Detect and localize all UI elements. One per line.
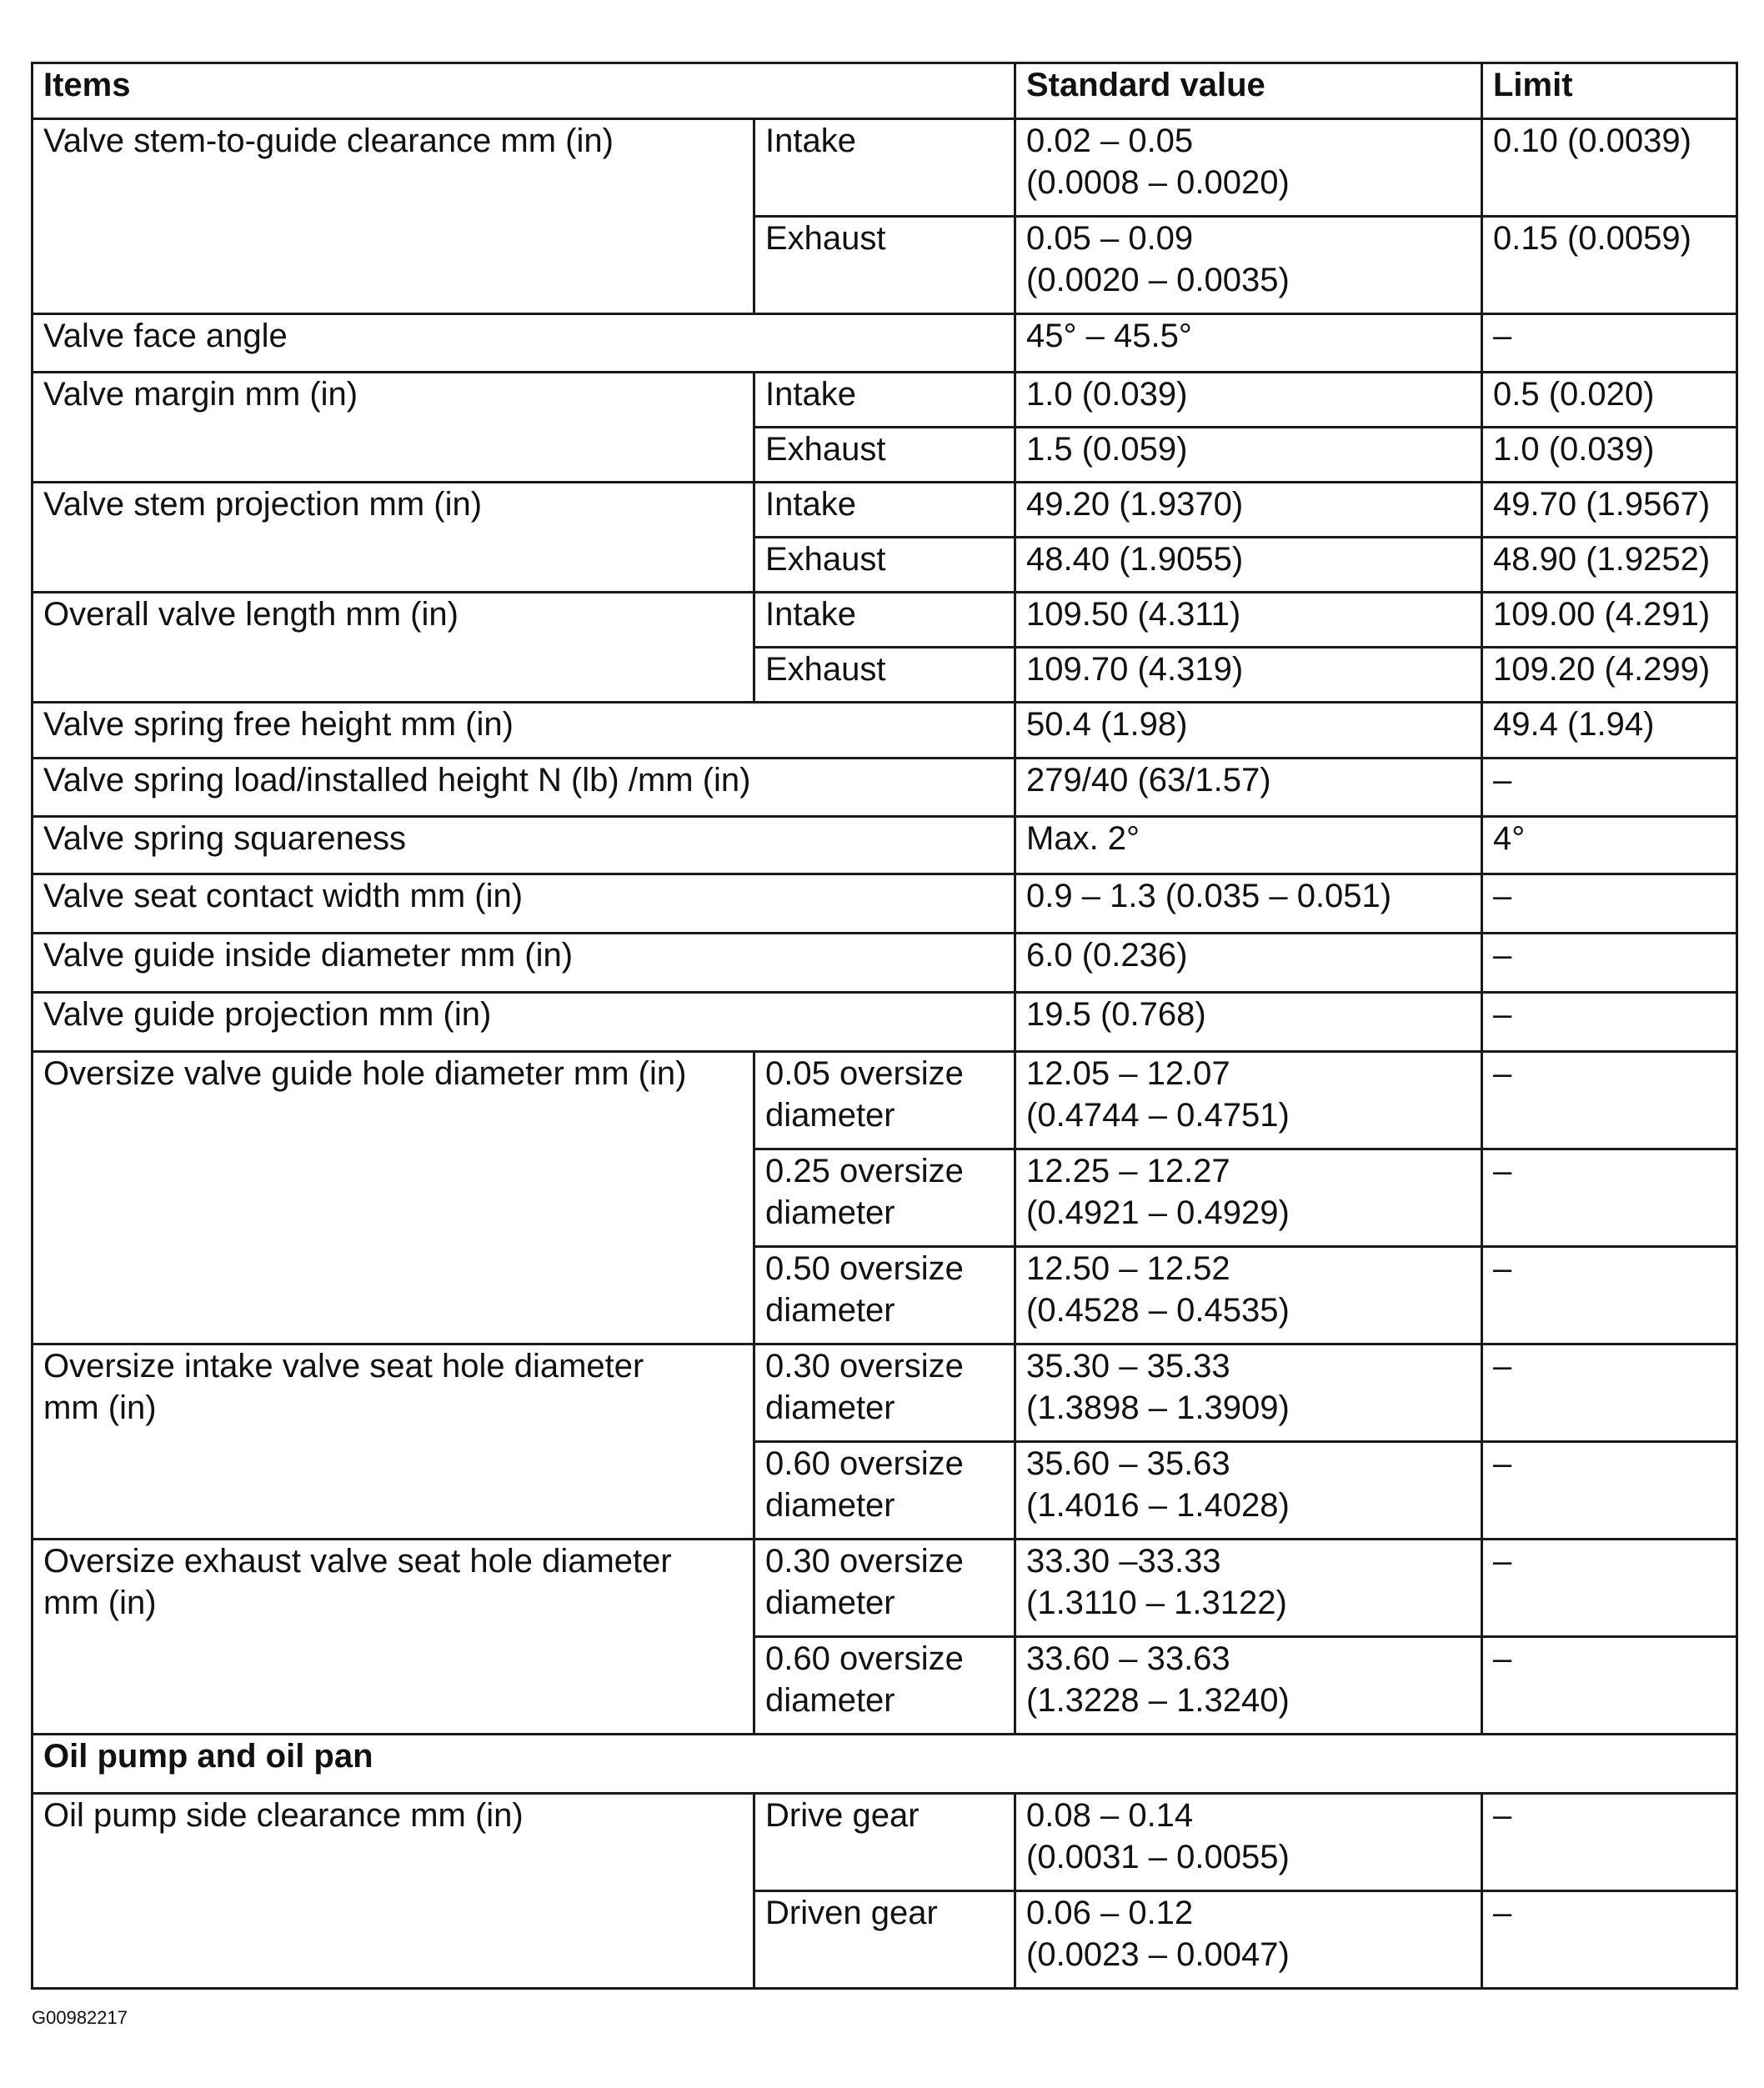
- section-header-row: [33, 1735, 1737, 1794]
- standard-value: 50.4 (1.98): [1015, 703, 1482, 759]
- table-row: [33, 1344, 1737, 1442]
- item-label: Valve guide projection mm (in): [33, 993, 1015, 1052]
- limit-value: –: [1482, 1794, 1737, 1891]
- item-type: Exhaust: [754, 217, 1015, 314]
- standard-value: 279/40 (63/1.57): [1015, 759, 1482, 817]
- item-type: 0.05 oversize diameter: [754, 1052, 1015, 1149]
- item-label: Valve margin mm (in): [33, 373, 754, 483]
- table-row: [33, 119, 1737, 217]
- limit-value: –: [1482, 1344, 1737, 1442]
- item-label: Valve guide inside diameter mm (in): [33, 934, 1015, 993]
- limit-value: 0.10 (0.0039): [1482, 119, 1737, 217]
- item-type: 0.60 oversize diameter: [754, 1442, 1015, 1540]
- standard-value: 49.20 (1.9370): [1015, 483, 1482, 538]
- table-row: [33, 993, 1737, 1052]
- standard-value: 109.70 (4.319): [1015, 648, 1482, 703]
- item-type: Intake: [754, 593, 1015, 648]
- limit-value: –: [1482, 1540, 1737, 1637]
- standard-value: 35.30 – 35.33 (1.3898 – 1.3909): [1015, 1344, 1482, 1442]
- item-type: 0.25 oversize diameter: [754, 1149, 1015, 1247]
- item-label: Overall valve length mm (in): [33, 593, 754, 703]
- table-row: [33, 314, 1737, 373]
- standard-value: 12.05 – 12.07 (0.4744 – 0.4751): [1015, 1052, 1482, 1149]
- standard-value: 12.25 – 12.27 (0.4921 – 0.4929): [1015, 1149, 1482, 1247]
- standard-value: 6.0 (0.236): [1015, 934, 1482, 993]
- limit-value: –: [1482, 1442, 1737, 1540]
- standard-value: 19.5 (0.768): [1015, 993, 1482, 1052]
- table-row: [33, 874, 1737, 934]
- table-row: [33, 759, 1737, 817]
- item-type: Drive gear: [754, 1794, 1015, 1891]
- item-label: Valve stem projection mm (in): [33, 483, 754, 593]
- item-label: Oversize exhaust valve seat hole diameter mm (in): [33, 1540, 754, 1735]
- limit-value: –: [1482, 1052, 1737, 1149]
- table-row: [33, 483, 1737, 538]
- header-limit: Limit: [1482, 63, 1737, 119]
- item-label: Oil pump side clearance mm (in): [33, 1794, 754, 1989]
- limit-value: 0.15 (0.0059): [1482, 217, 1737, 314]
- standard-value: 1.5 (0.059): [1015, 428, 1482, 483]
- standard-value: 0.05 – 0.09 (0.0020 – 0.0035): [1015, 217, 1482, 314]
- item-type: Exhaust: [754, 648, 1015, 703]
- item-label: Valve spring load/installed height N (lb) /mm (in): [33, 759, 1015, 817]
- table-row: [33, 703, 1737, 759]
- item-label: Oversize intake valve seat hole diameter mm (in): [33, 1344, 754, 1540]
- limit-value: 109.00 (4.291): [1482, 593, 1737, 648]
- header-row: [33, 63, 1737, 119]
- standard-value: 33.30 –33.33 (1.3110 – 1.3122): [1015, 1540, 1482, 1637]
- item-label: Valve spring squareness: [33, 817, 1015, 874]
- table-row: [33, 817, 1737, 874]
- limit-value: –: [1482, 993, 1737, 1052]
- limit-value: –: [1482, 1637, 1737, 1735]
- table-row: [33, 593, 1737, 648]
- table-row: [33, 1540, 1737, 1637]
- figure-code: G00982217: [32, 2007, 128, 2028]
- standard-value: 109.50 (4.311): [1015, 593, 1482, 648]
- header-standard-value: Standard value: [1015, 63, 1482, 119]
- limit-value: –: [1482, 1149, 1737, 1247]
- header-items: Items: [33, 63, 1015, 119]
- standard-value: Max. 2°: [1015, 817, 1482, 874]
- section-title: Oil pump and oil pan: [33, 1735, 1737, 1794]
- item-type: Intake: [754, 119, 1015, 217]
- limit-value: –: [1482, 934, 1737, 993]
- limit-value: 0.5 (0.020): [1482, 373, 1737, 428]
- limit-value: –: [1482, 874, 1737, 934]
- limit-value: 49.70 (1.9567): [1482, 483, 1737, 538]
- standard-value: 45° – 45.5°: [1015, 314, 1482, 373]
- limit-value: –: [1482, 1891, 1737, 1989]
- standard-value: 48.40 (1.9055): [1015, 538, 1482, 593]
- standard-value: 0.06 – 0.12 (0.0023 – 0.0047): [1015, 1891, 1482, 1989]
- item-label: Valve face angle: [33, 314, 1015, 373]
- item-type: Intake: [754, 483, 1015, 538]
- table-row: [33, 373, 1737, 428]
- limit-value: 4°: [1482, 817, 1737, 874]
- item-type: 0.60 oversize diameter: [754, 1637, 1015, 1735]
- standard-value: 0.08 – 0.14 (0.0031 – 0.0055): [1015, 1794, 1482, 1891]
- item-type: Intake: [754, 373, 1015, 428]
- table-row: [33, 1794, 1737, 1891]
- item-label: Valve stem-to-guide clearance mm (in): [33, 119, 754, 314]
- limit-value: –: [1482, 759, 1737, 817]
- specification-table: [31, 62, 1738, 1990]
- item-type: 0.30 oversize diameter: [754, 1540, 1015, 1637]
- table-row: [33, 1052, 1737, 1149]
- item-type: 0.50 oversize diameter: [754, 1247, 1015, 1344]
- item-label: Valve spring free height mm (in): [33, 703, 1015, 759]
- standard-value: 12.50 – 12.52 (0.4528 – 0.4535): [1015, 1247, 1482, 1344]
- limit-value: 48.90 (1.9252): [1482, 538, 1737, 593]
- item-type: Exhaust: [754, 538, 1015, 593]
- item-type: Exhaust: [754, 428, 1015, 483]
- limit-value: –: [1482, 314, 1737, 373]
- item-label: Valve seat contact width mm (in): [33, 874, 1015, 934]
- standard-value: 0.02 – 0.05 (0.0008 – 0.0020): [1015, 119, 1482, 217]
- standard-value: 33.60 – 33.63 (1.3228 – 1.3240): [1015, 1637, 1482, 1735]
- table-row: [33, 934, 1737, 993]
- item-label: Oversize valve guide hole diameter mm (in): [33, 1052, 754, 1344]
- standard-value: 0.9 – 1.3 (0.035 – 0.051): [1015, 874, 1482, 934]
- limit-value: 1.0 (0.039): [1482, 428, 1737, 483]
- limit-value: –: [1482, 1247, 1737, 1344]
- limit-value: 49.4 (1.94): [1482, 703, 1737, 759]
- item-type: Driven gear: [754, 1891, 1015, 1989]
- item-type: 0.30 oversize diameter: [754, 1344, 1015, 1442]
- limit-value: 109.20 (4.299): [1482, 648, 1737, 703]
- standard-value: 1.0 (0.039): [1015, 373, 1482, 428]
- standard-value: 35.60 – 35.63 (1.4016 – 1.4028): [1015, 1442, 1482, 1540]
